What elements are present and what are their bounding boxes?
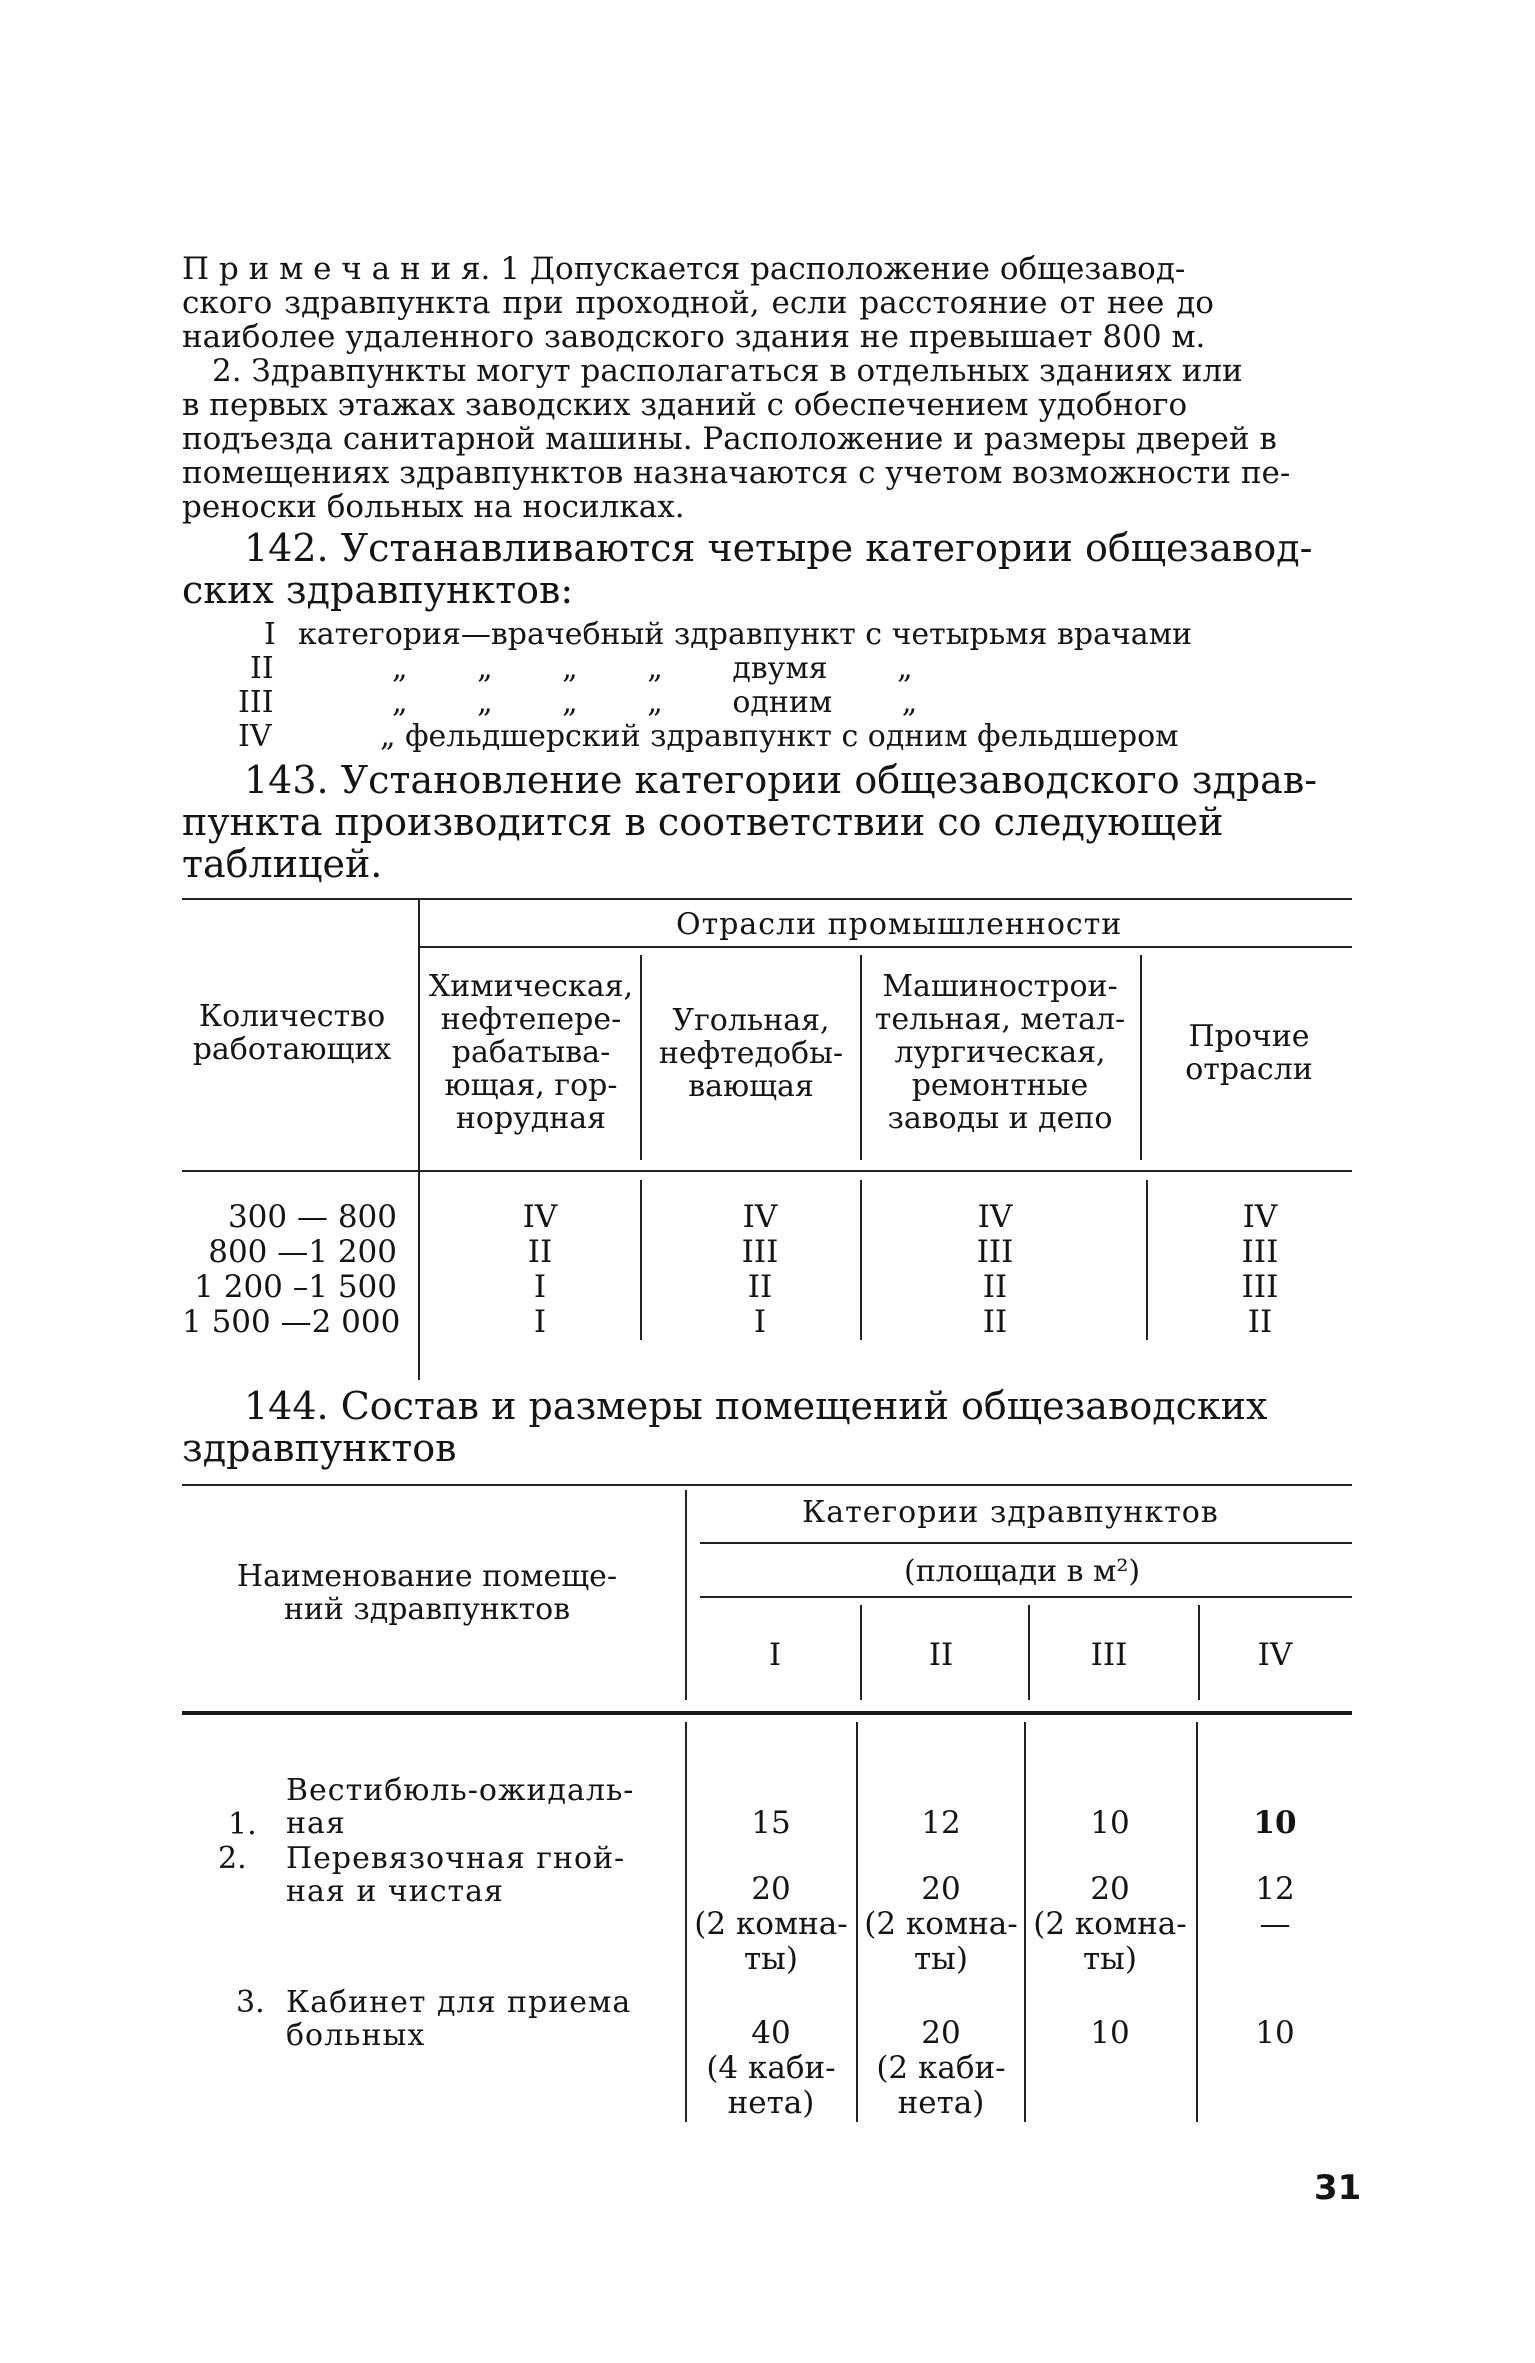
table-group-header: Категории здравпунктов	[802, 1495, 1219, 1530]
para-144-line: здравпунктов	[182, 1426, 457, 1470]
table-cell: 12 —	[1255, 1871, 1295, 1942]
table-rule	[700, 1542, 1352, 1544]
table-cell: 20 (2 комна- ты)	[1033, 1871, 1187, 1977]
table-cell: 15	[751, 1805, 791, 1841]
note-line: наиболее удаленного заводского здания не превышает 800 м.	[182, 319, 1206, 355]
table-sub-header: (площади в м²)	[904, 1554, 1141, 1589]
para-144-line: 144. Состав и размеры помещений общезаводских	[244, 1384, 1268, 1428]
note-line: П р и м е ч а н и я. 1 Допускается расположение общезавод-	[182, 251, 1186, 287]
table-cell: 10	[1253, 1805, 1297, 1841]
table-vrule	[640, 1180, 642, 1340]
para-143-line: пункта производится в соответствии со следующей	[182, 800, 1224, 844]
table-column-header: Угольная, нефтедобы- вающая	[658, 1003, 844, 1104]
note-line: в первых этажах заводских зданий с обеспечением удобного	[182, 387, 1188, 423]
table-vrule	[1028, 1605, 1030, 1700]
table-rule	[420, 946, 1352, 948]
category-num: III	[238, 685, 274, 720]
table-range-column: 300 — 800 800 —1 200 1 200 –1 500 1 500 —2 000	[182, 1199, 401, 1340]
table-group-header: Отрасли промышленности	[676, 907, 1123, 942]
table-row-num: 1.	[228, 1807, 257, 1842]
table-column-header: Машинострои- тельная, метал- лургическая, ремонтные заводы и депо	[874, 969, 1126, 1136]
table-column-header: Прочие отрасли	[1185, 1019, 1313, 1087]
note-line: подъезда санитарной машины. Расположение и размеры дверей в	[182, 421, 1277, 457]
table-vrule	[685, 1490, 687, 1700]
table-cell: 12	[921, 1805, 961, 1841]
table-cell: 10	[1090, 1805, 1130, 1841]
table-category-header: IV	[1257, 1637, 1293, 1673]
table-row-name: Вестибюль-ожидаль- ная	[286, 1773, 635, 1841]
table-row-num: 2.	[218, 1841, 247, 1876]
note-line: реноски больных на носилках.	[182, 489, 685, 525]
category-text: „ фельдшерский здравпункт с одним фельдшером	[380, 719, 1179, 754]
table-category-header: II	[928, 1637, 954, 1673]
table-cell: 20 (2 каби- нета)	[876, 2015, 1006, 2121]
para-143-line: 143. Установление категории общезаводского здрав-	[244, 758, 1318, 802]
category-num: I	[264, 617, 276, 652]
table-cell: 20 (2 комна- ты)	[864, 1871, 1018, 1977]
note-line: 2. Здравпункты могут располагаться в отдельных зданиях или	[212, 353, 1243, 389]
table-cell: 10	[1255, 2015, 1295, 2051]
table-vrule	[418, 900, 420, 1380]
table-cell: 20 (2 комна- ты)	[694, 1871, 848, 1977]
table-value-column: IV II I I	[522, 1199, 558, 1340]
para-143-line: таблицей.	[182, 842, 383, 886]
table-rule	[700, 1596, 1352, 1598]
para-142-line: ских здравпунктов:	[182, 568, 574, 612]
note-line: ского здравпункта при проходной, если расстояние от нее до	[182, 285, 1214, 321]
category-text: категория—врачебный здравпункт с четырьмя врачами	[298, 617, 1193, 652]
table-cell: 40 (4 каби- нета)	[706, 2015, 836, 2121]
category-text: „ „ „ „ одним „	[392, 685, 918, 720]
table-value-column: IV III II I	[741, 1199, 779, 1340]
para-142-line: 142. Устанавливаются четыре категории общезавод-	[244, 526, 1313, 570]
table-vrule	[1140, 955, 1142, 1160]
category-num: IV	[238, 719, 272, 754]
table-vrule	[1146, 1180, 1148, 1340]
table-vrule	[640, 955, 642, 1160]
category-num: II	[250, 651, 274, 686]
table-column-header: Химическая, нефтепере- рабатыва- ющая, гор- норудная	[428, 969, 634, 1136]
table-row-num: 3.	[236, 1985, 265, 2020]
table-row-name: Перевязочная гной- ная и чистая	[286, 1841, 626, 1909]
table-value-column: IV III II II	[976, 1199, 1014, 1340]
category-text: „ „ „ „ двумя „	[392, 651, 913, 686]
table-value-column: IV III III II	[1241, 1199, 1279, 1340]
table-category-header: III	[1090, 1637, 1128, 1673]
note-line: помещениях здравпунктов назначаются с учетом возможности пе-	[182, 455, 1291, 491]
table-vrule	[860, 1605, 862, 1700]
table-category-header: I	[768, 1637, 782, 1673]
page-number: 31	[1314, 2168, 1362, 2208]
table-rule	[182, 1170, 1352, 1172]
table-row-header: Количество работающих	[192, 999, 392, 1067]
table-rule	[182, 898, 1352, 900]
table-rule	[182, 1711, 1352, 1715]
table-cell: 10	[1090, 2015, 1130, 2051]
table-name-header: Наименование помеще- ний здравпунктов	[236, 1559, 618, 1627]
table-row-name: Кабинет для приема больных	[286, 1985, 632, 2053]
table-vrule	[860, 1180, 862, 1340]
table-rule	[182, 1484, 1352, 1486]
